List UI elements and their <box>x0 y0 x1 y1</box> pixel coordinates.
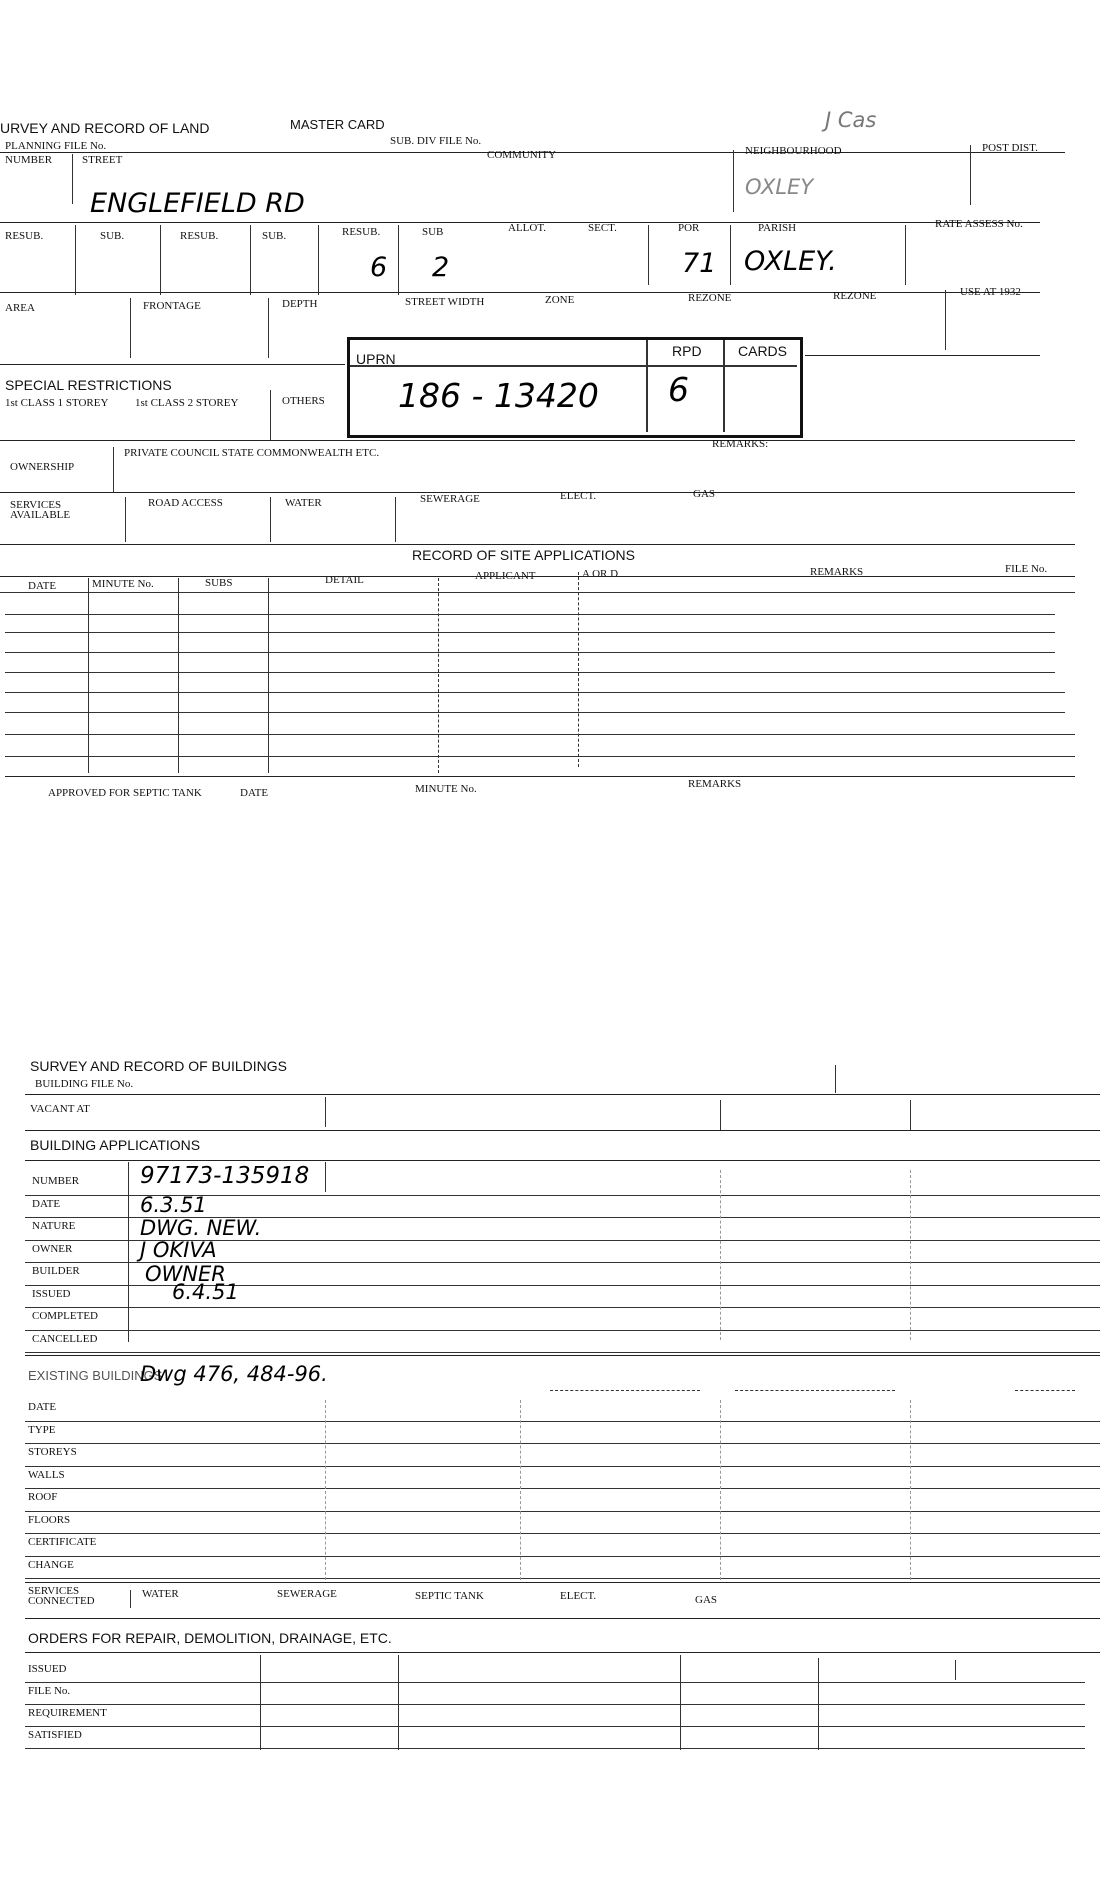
rule <box>5 672 1055 673</box>
col-a-or-d: A OR D <box>582 568 619 580</box>
rule <box>25 1094 1100 1095</box>
row-rule <box>25 1748 1085 1749</box>
gas-label-2: GAS <box>695 1594 718 1606</box>
rpd-value: 6 <box>668 370 689 409</box>
por-label: POR <box>678 222 700 234</box>
rule <box>5 692 1065 693</box>
divider <box>818 1658 819 1750</box>
existing-building-field-label: TYPE <box>28 1423 56 1436</box>
divider <box>178 578 179 773</box>
parish-value: OXLEY. <box>744 246 837 277</box>
por-value: 71 <box>682 248 717 279</box>
resub-label-2: RESUB. <box>180 230 219 242</box>
rule <box>25 1582 1100 1583</box>
order-field-label: REQUIREMENT <box>28 1707 107 1719</box>
application-field-label: OWNER <box>32 1242 73 1255</box>
divider <box>398 1655 399 1750</box>
app-issued-value: 6.4.51 <box>172 1280 239 1304</box>
approved-septic-label: APPROVED FOR SEPTIC TANK <box>48 787 202 799</box>
ownership-label: OWNERSHIP <box>10 461 75 473</box>
street-value: ENGLEFIELD RD <box>90 188 305 219</box>
rule <box>5 756 1075 757</box>
services-available-label <box>10 500 70 520</box>
rule <box>0 440 1075 441</box>
gas-label: GAS <box>693 488 716 500</box>
rule <box>0 364 345 365</box>
resub-label-3: RESUB. <box>342 226 381 238</box>
zone-label: ZONE <box>545 294 575 306</box>
planning-file-label: PLANNING FILE No. <box>5 140 107 152</box>
rule <box>5 776 1075 777</box>
application-field-label: CANCELLED <box>32 1332 98 1345</box>
rule <box>0 492 1075 493</box>
rule <box>350 365 797 367</box>
app-owner-value: J OKIVA <box>140 1238 217 1262</box>
frontage-label: FRONTAGE <box>143 300 201 312</box>
app-nature-value: DWG. NEW. <box>140 1216 262 1240</box>
uprn-value: 186 - 13420 <box>398 376 599 415</box>
sect-label: SECT. <box>588 222 617 234</box>
rule <box>0 592 1075 593</box>
row-rule <box>25 1421 1100 1422</box>
resub-label: RESUB. <box>5 230 44 242</box>
row-rule <box>25 1488 1100 1489</box>
row-rule <box>25 1704 1085 1705</box>
divider <box>113 447 114 492</box>
rule <box>25 1355 1100 1356</box>
col-file-no: FILE No. <box>1005 563 1048 575</box>
building-applications-heading: BUILDING APPLICATIONS <box>30 1137 201 1153</box>
remarks-label: REMARKS: <box>712 438 769 450</box>
divider <box>250 225 251 295</box>
sub-label-1: SUB. <box>100 230 125 242</box>
sub-label-3: SUB <box>422 226 444 238</box>
divider <box>955 1660 956 1680</box>
divider <box>578 572 579 767</box>
existing-building-field-label: ROOF <box>28 1491 58 1503</box>
orders-heading: ORDERS FOR REPAIR, DEMOLITION, DRAINAGE, ETC. <box>28 1630 392 1646</box>
vacant-at-label: VACANT AT <box>30 1103 90 1115</box>
divider <box>438 578 439 773</box>
divider <box>648 225 649 285</box>
special-restrictions-label: SPECIAL RESTRICTIONS <box>5 377 172 393</box>
street-width-label: STREET WIDTH <box>405 296 485 308</box>
app-number-value: 97173-135918 <box>140 1163 310 1189</box>
services-label-2: SERVICES <box>28 1585 80 1597</box>
divider <box>270 390 271 440</box>
divider <box>910 1100 911 1130</box>
land-card-title: URVEY AND RECORD OF LAND <box>0 120 210 136</box>
divider <box>720 1100 721 1130</box>
post-dist-label: POST DIST. <box>982 142 1038 154</box>
divider <box>325 1400 326 1580</box>
existing-building-field-label: FLOORS <box>28 1513 71 1526</box>
water-label-2: WATER <box>142 1588 179 1600</box>
rule <box>1015 1390 1075 1391</box>
divider <box>723 340 725 432</box>
services-connected-label <box>28 1586 95 1606</box>
sub-value: 2 <box>432 252 450 283</box>
divider <box>730 225 731 285</box>
master-card-label: MASTER CARD <box>290 117 385 132</box>
rule <box>5 632 1055 633</box>
col-subs: SUBS <box>205 577 233 589</box>
application-field-label: BUILDER <box>32 1265 80 1277</box>
row-rule <box>25 1556 1100 1557</box>
septic-minute-label: MINUTE No. <box>415 783 477 795</box>
divider <box>268 298 269 358</box>
rule <box>0 292 1040 293</box>
divider <box>318 225 319 295</box>
divider <box>72 154 73 204</box>
rpd-label: RPD <box>672 343 702 359</box>
divider <box>646 340 648 432</box>
divider <box>910 1400 911 1580</box>
divider <box>835 1065 836 1093</box>
app-builder-value: OWNER <box>145 1262 226 1286</box>
community-label: COMMUNITY <box>487 149 557 161</box>
application-field-label: NATURE <box>32 1220 76 1232</box>
uprn-label: UPRN <box>356 351 396 367</box>
elect-label-2: ELECT. <box>560 1590 597 1602</box>
area-label: AREA <box>5 302 35 314</box>
rule <box>25 1618 1100 1619</box>
class1-label: 1st CLASS 1 STOREY <box>5 397 109 409</box>
elect-label: ELECT. <box>560 490 597 502</box>
existing-buildings-heading: EXISTING BUILDINGS <box>28 1368 163 1383</box>
rule <box>25 1130 1100 1131</box>
rule <box>25 1652 1100 1653</box>
application-field-label: COMPLETED <box>32 1310 98 1322</box>
row-rule <box>25 1443 1100 1444</box>
divider <box>970 145 971 205</box>
divider <box>395 497 396 542</box>
rule <box>5 652 1055 653</box>
road-access-label: ROAD ACCESS <box>148 497 223 509</box>
corner-handwriting: J Cas <box>825 108 877 132</box>
class2-label: 1st CLASS 2 STOREY <box>135 397 239 409</box>
divider <box>268 578 269 773</box>
use-at-label: USE AT 1932 <box>960 286 1021 298</box>
divider <box>75 225 76 295</box>
row-rule <box>25 1466 1100 1467</box>
divider <box>325 1162 326 1192</box>
row-rule <box>25 1726 1085 1727</box>
row-rule <box>25 1682 1085 1683</box>
row-rule <box>25 1511 1100 1512</box>
existing-buildings-value: Dwg 476, 484-96. <box>140 1362 328 1386</box>
row-rule <box>25 1307 1100 1308</box>
divider <box>910 1170 911 1340</box>
services-label: SERVICES <box>10 499 62 511</box>
divider <box>160 225 161 295</box>
divider <box>905 225 906 285</box>
divider <box>720 1400 721 1580</box>
parish-label: PARISH <box>758 222 797 234</box>
rezone-label-1: REZONE <box>688 292 732 304</box>
application-field-label: NUMBER <box>32 1175 80 1187</box>
resub-value: 6 <box>370 252 388 283</box>
col-date: DATE <box>28 580 57 592</box>
divider <box>720 1170 721 1340</box>
septic-date-label: DATE <box>240 787 269 799</box>
order-field-label: FILE No. <box>28 1685 71 1697</box>
row-rule <box>25 1330 1100 1331</box>
order-field-label: SATISFIED <box>28 1729 82 1741</box>
number-label: NUMBER <box>5 154 53 166</box>
divider <box>130 298 131 358</box>
rule <box>5 734 1075 735</box>
divider <box>88 578 89 773</box>
connected-label: CONNECTED <box>28 1595 95 1607</box>
rule <box>0 576 1075 577</box>
water-label: WATER <box>285 497 322 509</box>
application-field-label: DATE <box>32 1197 61 1210</box>
sewerage-label: SEWERAGE <box>420 493 480 505</box>
existing-building-field-label: DATE <box>28 1401 57 1413</box>
col-minute-no: MINUTE No. <box>92 578 154 590</box>
divider <box>733 150 734 212</box>
col-remarks: REMARKS <box>810 566 864 578</box>
rate-assess-label: RATE ASSESS No. <box>935 218 1023 230</box>
existing-building-field-label: CHANGE <box>28 1558 74 1571</box>
building-file-label: BUILDING FILE No. <box>35 1078 134 1090</box>
allot-label: ALLOT. <box>508 222 546 234</box>
cards-label: CARDS <box>738 343 788 359</box>
street-label: STREET <box>82 154 123 166</box>
divider <box>270 497 271 542</box>
others-label: OTHERS <box>282 395 325 407</box>
divider <box>325 1097 326 1127</box>
col-detail: DETAIL <box>325 574 364 586</box>
app-date-value: 6.3.51 <box>140 1193 207 1217</box>
existing-building-field-label: WALLS <box>28 1468 65 1481</box>
rule <box>25 1160 1100 1161</box>
sewerage-label-2: SEWERAGE <box>277 1588 337 1600</box>
rule <box>5 614 1055 615</box>
divider <box>260 1655 261 1750</box>
rule <box>5 712 1065 713</box>
row-rule <box>25 1352 1100 1353</box>
rule <box>805 355 1040 356</box>
sub-label-2: SUB. <box>262 230 287 242</box>
divider <box>945 290 946 350</box>
septic-remarks-label: REMARKS <box>688 778 742 790</box>
depth-label: DEPTH <box>282 298 318 310</box>
col-applicant: APPLICANT <box>475 570 536 582</box>
row-rule <box>25 1533 1100 1534</box>
divider <box>398 225 399 295</box>
application-field-label: ISSUED <box>32 1287 71 1300</box>
divider <box>520 1400 521 1580</box>
rule <box>0 544 1075 545</box>
neighbourhood-label: NEIGHBOURHOOD <box>745 145 842 157</box>
ownership-types: PRIVATE COUNCIL STATE COMMONWEALTH ETC. <box>124 447 380 459</box>
row-rule <box>25 1578 1100 1579</box>
rezone-label-2: REZONE <box>833 290 877 302</box>
neighbourhood-value: OXLEY <box>745 175 814 199</box>
record-site-apps-heading: RECORD OF SITE APPLICATIONS <box>412 547 636 563</box>
available-label: AVAILABLE <box>10 509 71 521</box>
divider <box>130 1590 131 1608</box>
divider <box>128 1162 129 1342</box>
existing-building-field-label: STOREYS <box>28 1446 77 1458</box>
existing-building-field-label: CERTIFICATE <box>28 1536 97 1548</box>
rule <box>550 1390 700 1391</box>
rule <box>735 1390 895 1391</box>
septic-tank-label: SEPTIC TANK <box>415 1590 484 1602</box>
sub-div-file-label: SUB. DIV FILE No. <box>390 135 482 147</box>
order-field-label: ISSUED <box>28 1663 67 1675</box>
building-card-title: SURVEY AND RECORD OF BUILDINGS <box>30 1058 287 1074</box>
divider <box>680 1655 681 1750</box>
divider <box>125 497 126 542</box>
